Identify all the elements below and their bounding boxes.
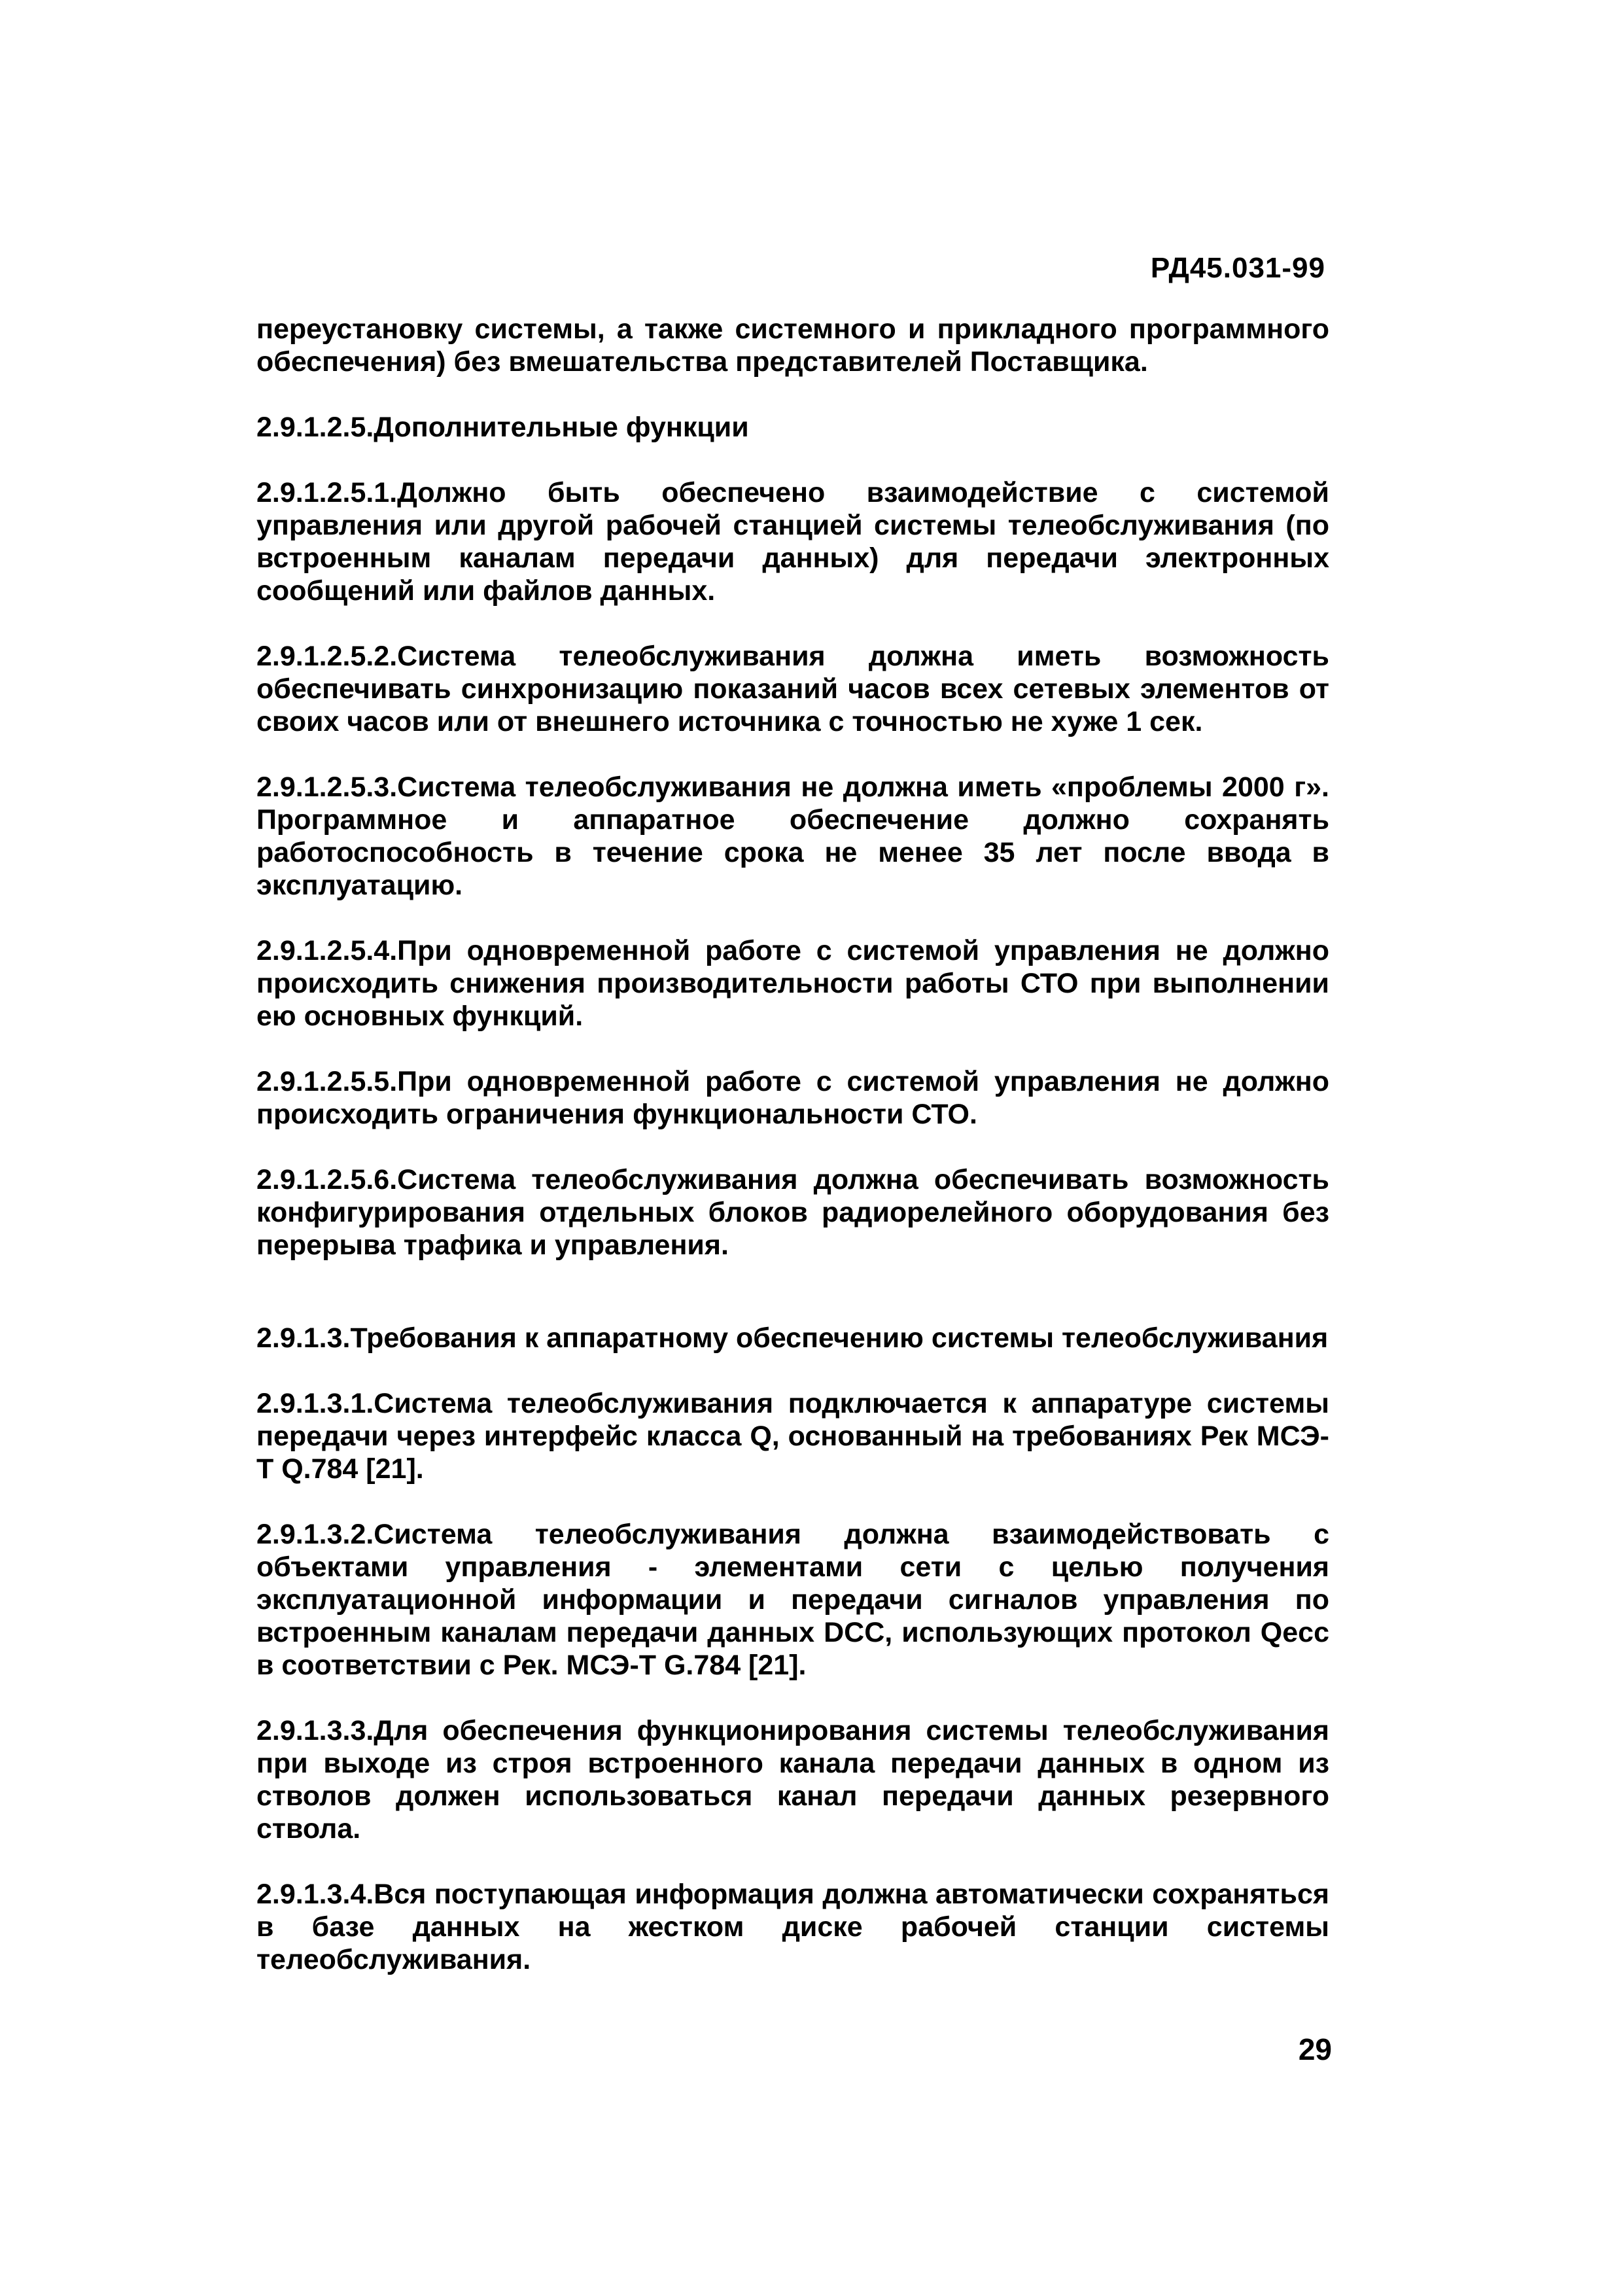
paragraph-2-9-1-2-5-3: 2.9.1.2.5.3.Система телеобслуживания не должна иметь «проблемы 2000 г». Программное и аппаратное обеспечение должно сохранять работоспособность в течение срока не менее 35 лет после ввода в эксплуатацию. <box>256 771 1329 901</box>
paragraph-2-9-1-3-1: 2.9.1.3.1.Система телеобслуживания подключается к аппаратуре системы передачи через интерфейс класса Q, основанный на требованиях Рек МСЭ-Т Q.784 [21]. <box>256 1388 1329 1485</box>
document-code: РД45.031-99 <box>1150 252 1325 284</box>
paragraph-2-9-1-3-4: 2.9.1.3.4.Вся поступающая информация должна автоматически сохраняться в базе данных на жестком диске рабочей станции системы телеобслуживания. <box>256 1879 1329 1975</box>
paragraph-2-9-1-2-5-5: 2.9.1.2.5.5.При одновременной работе с системой управления не должно происходить ограничения функциональности СТО. <box>256 1066 1329 1130</box>
paragraph-2-9-1-2-5-2: 2.9.1.2.5.2.Система телеобслуживания должна иметь возможность обеспечивать синхронизацию показаний часов всех сетевых элементов от своих часов или от внешнего источника с точностью не хуже 1 сек. <box>256 641 1329 737</box>
paragraph-2-9-1-2-5-6: 2.9.1.2.5.6.Система телеобслуживания должна обеспечивать возможность конфигурирования отдельных блоков радиорелейного оборудования без перерыва трафика и управления. <box>256 1164 1329 1261</box>
page-number: 29 <box>1298 2032 1332 2066</box>
document-body <box>256 313 1329 2009</box>
paragraph-2-9-1-3-3: 2.9.1.3.3.Для обеспечения функционирования системы телеобслуживания при выходе из строя встроенного канала передачи данных в одном из стволов должен использоваться канал передачи данных резервного ствола. <box>256 1715 1329 1845</box>
paragraph-continuation: переустановку системы, а также системного и прикладного программного обеспечения) без вмешательства представителей Поставщика. <box>256 313 1329 378</box>
section-heading-additional-functions: 2.9.1.2.5.Дополнительные функции <box>256 412 749 443</box>
paragraph-2-9-1-2-5-1: 2.9.1.2.5.1.Должно быть обеспечено взаимодействие с системой управления или другой рабочей станцией системы телеобслуживания (по встроенным каналам передачи данных) для передачи электронных сообщений или файлов данных. <box>256 477 1329 607</box>
paragraph-2-9-1-3-2: 2.9.1.3.2.Система телеобслуживания должна взаимодействовать с объектами управления - элементами сети с целью получения эксплуатационной информации и передачи сигналов управления по встроенным каналам передачи данных DCC, использующих протокол Qecc в соответствии с Рек. МСЭ-Т G.784 [21]. <box>256 1519 1329 1681</box>
section-heading-hardware-requirements: 2.9.1.3.Требования к аппаратному обеспечению системы телеобслуживания <box>256 1322 1329 1354</box>
paragraph-2-9-1-2-5-4: 2.9.1.2.5.4.При одновременной работе с системой управления не должно происходить снижения производительности работы СТО при выполнении ею основных функций. <box>256 935 1329 1032</box>
